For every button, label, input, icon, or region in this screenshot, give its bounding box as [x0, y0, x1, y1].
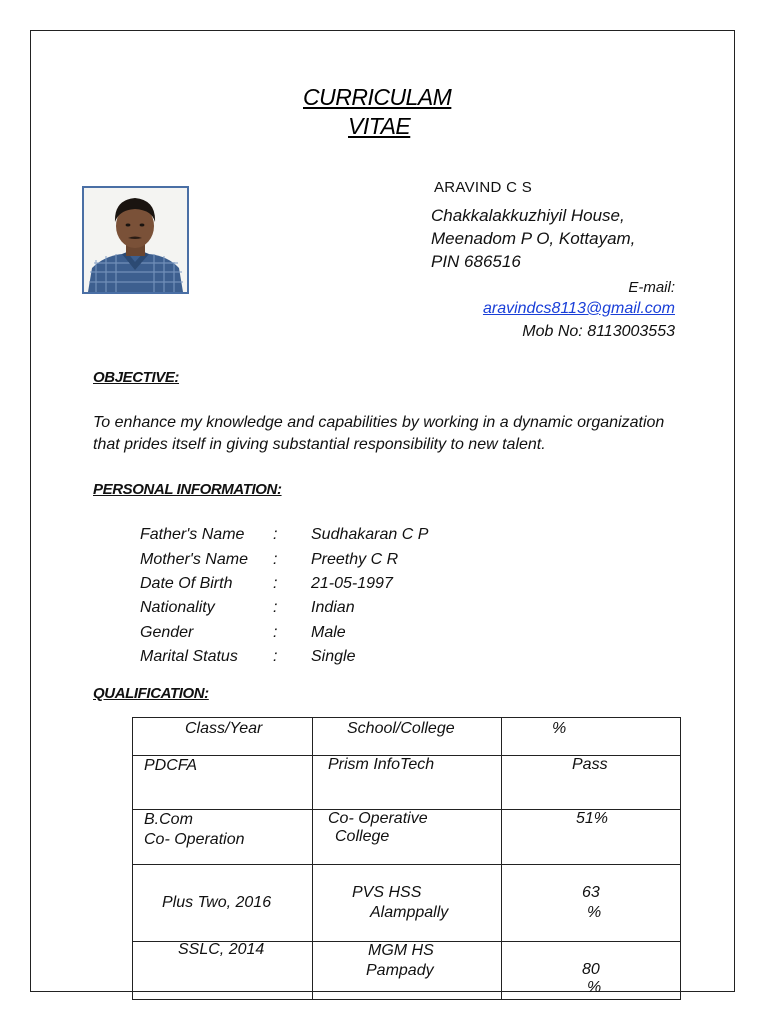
email-link[interactable]: aravindcs8113@gmail.com: [482, 300, 675, 317]
address-line: Meenadom P O, Kottayam,: [431, 229, 636, 248]
info-label: Gender: [140, 624, 194, 641]
table-cell-school: Alamppally: [370, 904, 449, 921]
document-title: CURRICULAM: [303, 84, 452, 110]
table-cell-percent: %: [587, 904, 602, 921]
info-value: Indian: [311, 599, 355, 616]
table-cell-school: College: [335, 828, 390, 845]
table-header: %: [552, 720, 567, 737]
info-separator: :: [273, 599, 278, 616]
table-cell-class: Co- Operation: [144, 831, 245, 848]
info-label: Nationality: [140, 599, 215, 616]
objective-heading: OBJECTIVE:: [93, 369, 180, 386]
info-label: Father's Name: [140, 526, 245, 543]
objective-text: To enhance my knowledge and capabilities by working in a dynamic organization that prides itself in giving substantial responsibility to new talent.: [93, 414, 665, 453]
mobile-number: Mob No: 8113003553: [522, 323, 675, 340]
table-divider: [501, 718, 502, 999]
table-divider: [133, 864, 680, 865]
info-separator: :: [273, 575, 278, 592]
table-cell-percent: 51%: [576, 810, 609, 827]
table-header: Class/Year: [185, 720, 263, 737]
info-separator: :: [273, 648, 278, 665]
address-line: Chakkalakkuzhiyil House,: [431, 206, 625, 225]
table-cell-class: SSLC, 2014: [178, 941, 265, 958]
table-cell-school: MGM HS: [368, 942, 434, 959]
info-label: Marital Status: [140, 648, 238, 665]
info-value: Male: [311, 624, 346, 641]
table-cell-class: B.Com: [144, 811, 193, 828]
table-cell-percent: Pass: [572, 756, 608, 773]
qualification-table: [132, 717, 681, 1000]
table-cell-school: Pampady: [366, 962, 434, 979]
info-label: Mother's Name: [140, 551, 248, 568]
table-cell-class: Plus Two, 2016: [162, 894, 272, 911]
qualification-heading: QUALIFICATION:: [93, 685, 209, 702]
info-value: 21-05-1997: [311, 575, 393, 592]
table-cell-school: Co- Operative: [328, 810, 428, 827]
table-divider: [312, 718, 313, 999]
table-cell-percent: %: [587, 979, 602, 996]
table-cell-percent: 63: [582, 884, 600, 901]
info-separator: :: [273, 526, 278, 543]
table-cell-class: PDCFA: [144, 757, 198, 774]
table-header: School/College: [347, 720, 455, 737]
info-label: Date Of Birth: [140, 575, 233, 592]
table-cell-school: PVS HSS: [352, 884, 422, 901]
info-value: Preethy C R: [311, 551, 399, 568]
info-value: Single: [311, 648, 356, 665]
table-cell-percent: 80: [582, 961, 600, 978]
profile-photo-image: [84, 188, 187, 292]
email-label: E-mail:: [628, 279, 675, 296]
personal-info-heading: PERSONAL INFORMATION:: [93, 481, 282, 498]
document-title-line2: VITAE: [348, 113, 411, 139]
address-pin: PIN 686516: [431, 252, 521, 271]
info-value: Sudhakaran C P: [311, 526, 429, 543]
info-separator: :: [273, 624, 278, 641]
info-separator: :: [273, 551, 278, 568]
candidate-name: ARAVIND C S: [434, 179, 533, 196]
profile-photo: [82, 186, 189, 294]
table-cell-school: Prism InfoTech: [328, 756, 435, 773]
